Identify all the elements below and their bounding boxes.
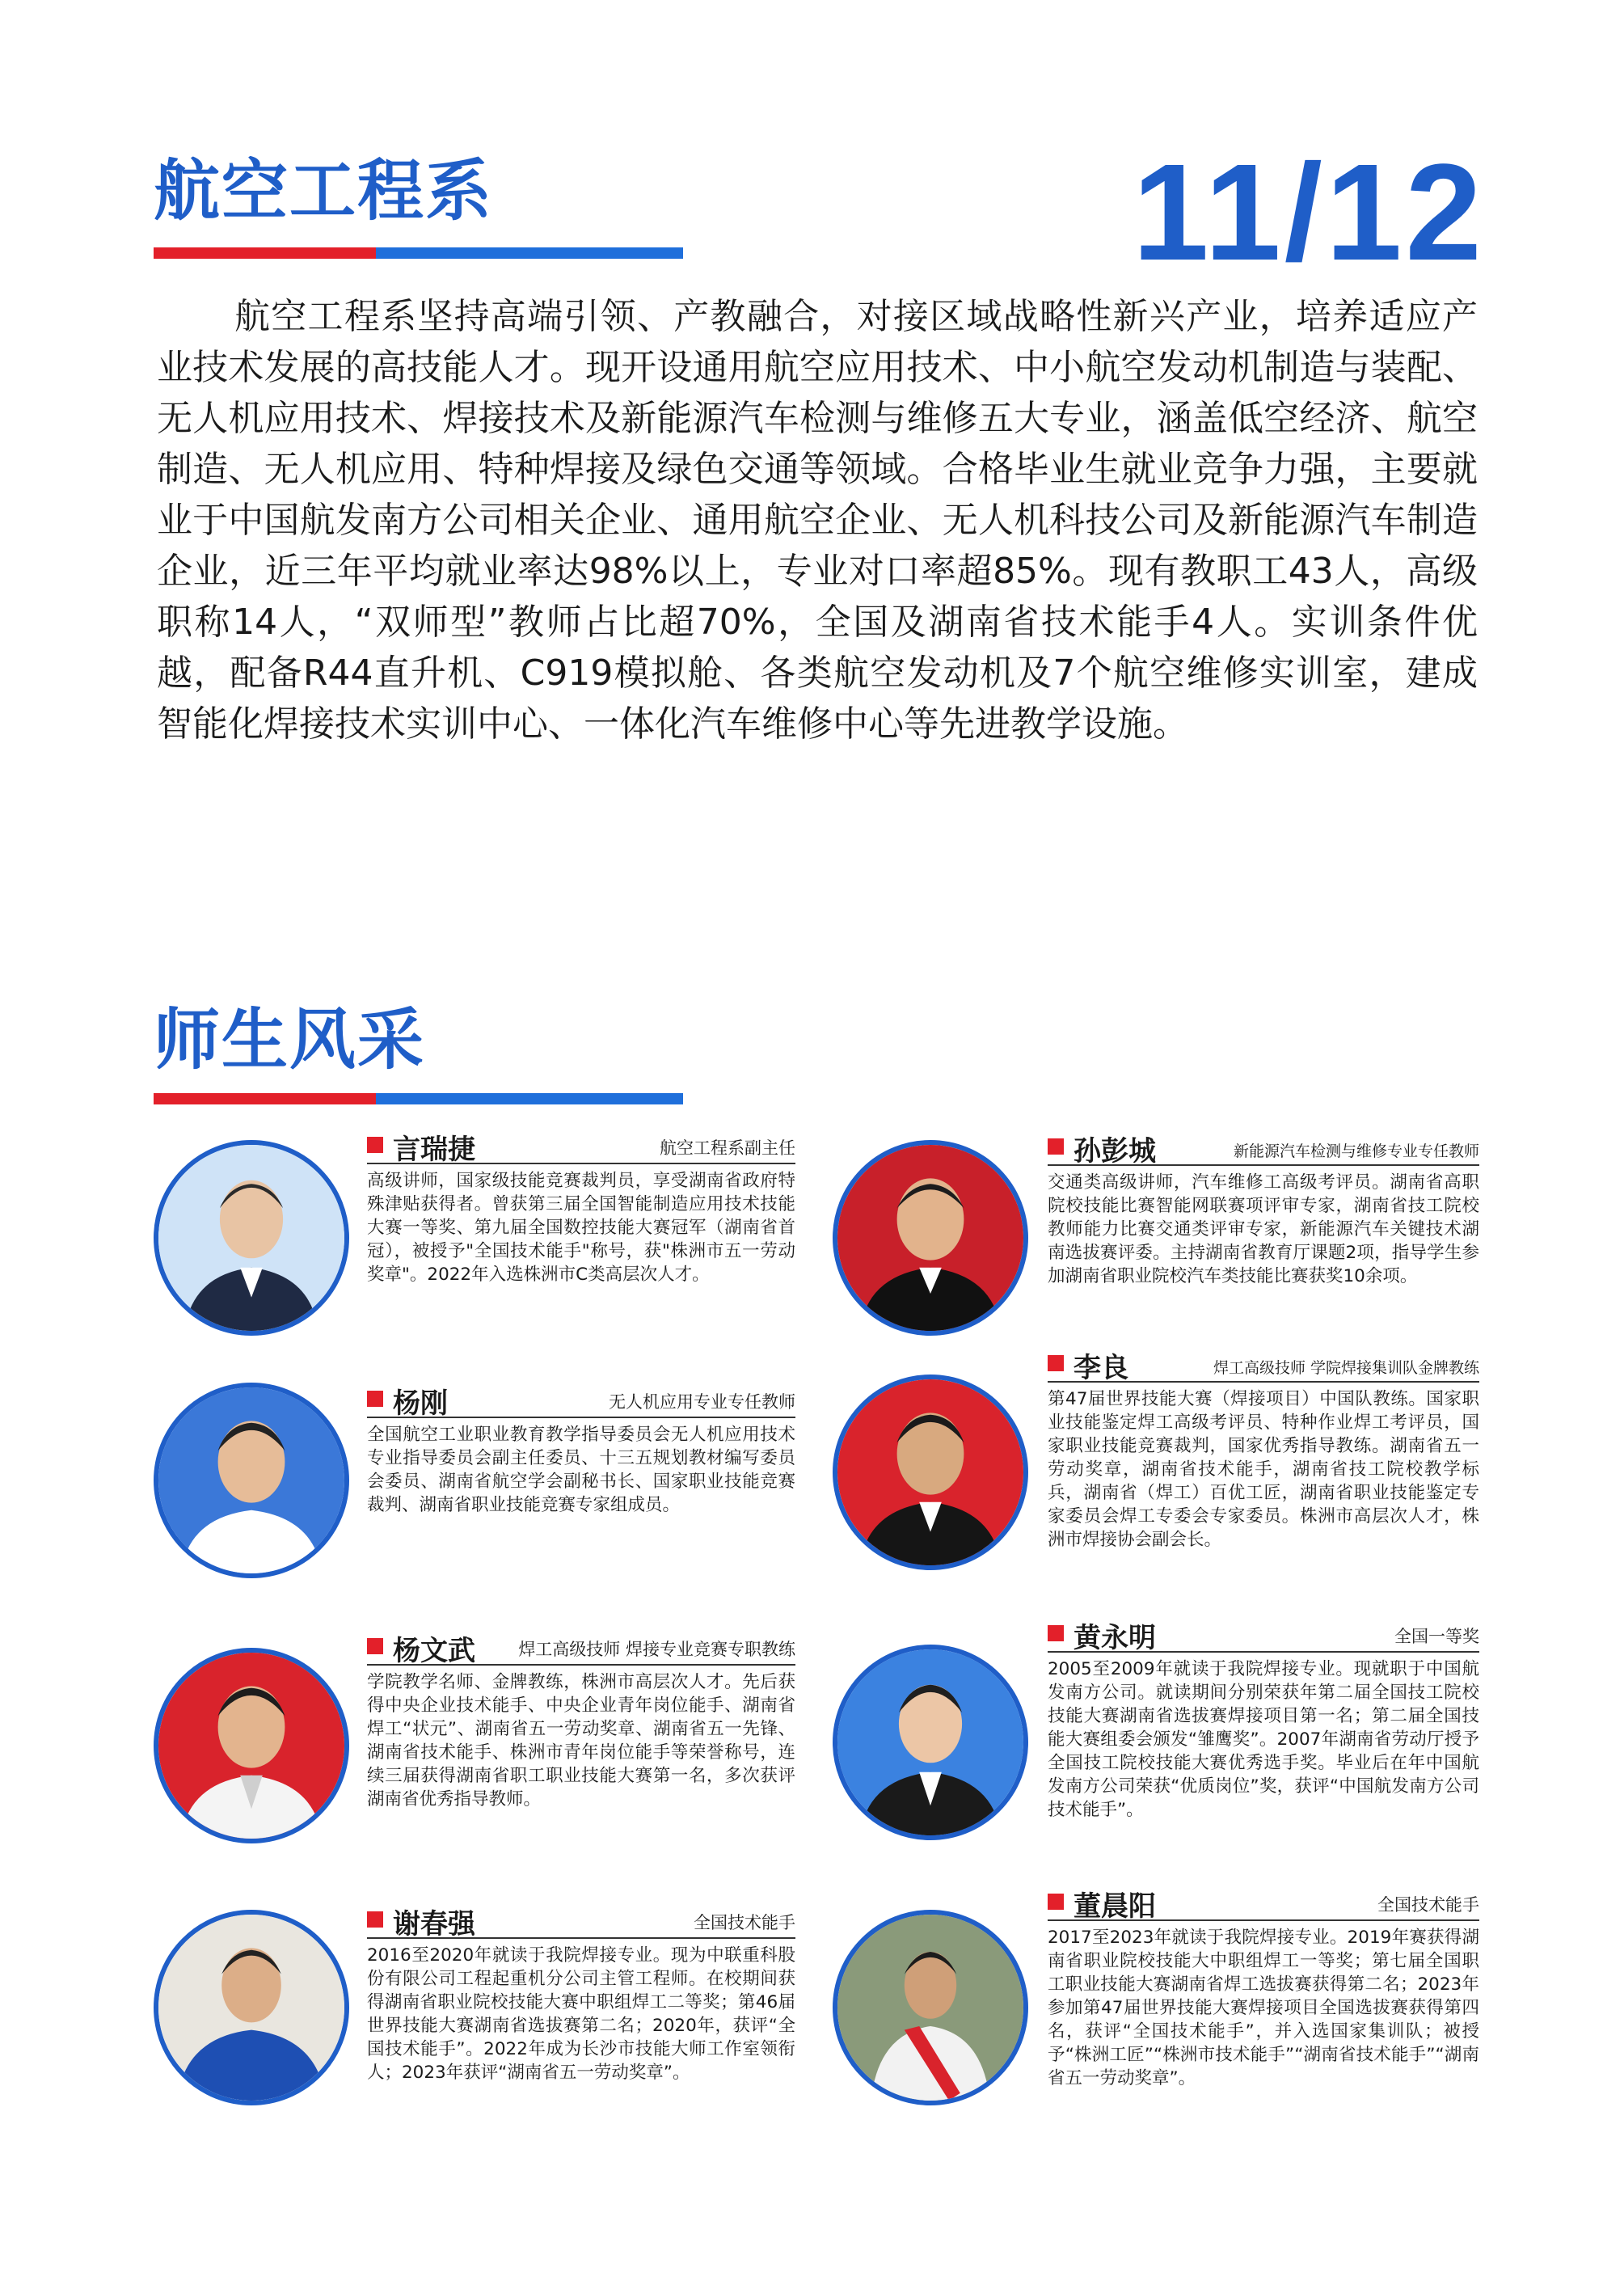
person-role: 焊工高级技师 学院焊接集训队金牌教练 [1213, 1359, 1479, 1377]
section-title: 航空工程系 [154, 153, 494, 230]
profile-card-header [1048, 1347, 1479, 1383]
person-icon [158, 1387, 344, 1573]
profile-card-header [1048, 1617, 1479, 1653]
profile-card-header [367, 1129, 795, 1164]
profiles-title-underline [154, 1093, 683, 1104]
profile-card [367, 1383, 795, 1517]
person-icon [837, 1915, 1023, 2101]
person-bio: 交通类高级讲师，汽车维修工高级考评员。湖南省高职院校技能比赛智能网联赛项评审专家，湖南省技工院校教师能力比赛交通类评审专家，新能源汽车关键技术湖南选拔赛评委。主持湖南省教育厅课题2项，指导学生参加湖南省职业院校汽车类技能比赛获奖10余项。 [1048, 1172, 1479, 1286]
person-bio: 学院教学名师、金牌教练，株洲市高层次人才。先后获得中央企业技术能手、中央企业青年岗位能手、湖南省焊工“状元”、湖南省五一劳动奖章、湖南省五一先锋、湖南省技术能手、株洲市青年岗位能手等荣誉称号，连续三届获得湖南省职工职业技能大赛第一名，多次获评湖南省优秀指导教师。 [367, 1672, 795, 1809]
portrait-photo [833, 1375, 1028, 1570]
person-name: 孙彭城 [1074, 1135, 1156, 1168]
person-icon [837, 1649, 1023, 1835]
person-role: 新能源汽车检测与维修专业专任教师 [1233, 1142, 1479, 1160]
person-role: 焊工高级技师 焊接专业竞赛专职教练 [518, 1640, 795, 1659]
person-role: 航空工程系副主任 [660, 1138, 795, 1158]
profile-card-header [367, 1383, 795, 1418]
person-bio: 2005至2009年就读于我院焊接专业。现就职于中国航发南方公司。就读期间分别荣获年第二届全国技工院校技能大赛湖南省选拔赛焊接项目第一名；第二届全国技能大赛组委会颁发“雏鹰奖”。2007年湖南省劳动厅授予全国技工院校技能大赛优秀选手奖。毕业后在年中国航发南方公司荣获“优质岗位”奖，获评“中国航发南方公司技术能手”。 [1048, 1659, 1479, 1820]
person-icon [837, 1145, 1023, 1331]
profile-card [367, 1630, 795, 1811]
portrait-photo [833, 1910, 1028, 2105]
person-name: 黄永明 [1074, 1622, 1156, 1654]
profile-card [1048, 1617, 1479, 1822]
profile-card [1048, 1347, 1479, 1552]
person-icon [837, 1379, 1023, 1565]
person-name: 言瑞捷 [393, 1134, 475, 1166]
person-name: 杨文武 [393, 1635, 475, 1667]
person-bio: 第47届世界技能大赛（焊接项目）中国队教练。国家职业技能鉴定焊工高级考评员、特种作业焊工考评员，国家职业技能竞赛裁判，国家优秀指导教练。湖南省五一劳动奖章，湖南省技术能手，湖南省技工院校教学标兵，湖南省（焊工）百优工匠，湖南省职业技能鉴定专家委员会焊工专委会专家委员。株洲市高层次人才，株洲市焊接协会副会长。 [1048, 1389, 1479, 1550]
person-bio: 2016至2020年就读于我院焊接专业。现为中联重科股份有限公司工程起重机分公司主管工程师。在校期间获得湖南省职业院校技能大赛中职组焊工二等奖；第46届世界技能大赛湖南省选拔赛第二名；2020年，获评“全国技术能手”。2022年成为长沙市技能大师工作室领衔人；2023年获评“湖南省五一劳动奖章”。 [367, 1945, 795, 2083]
profile-card-header [367, 1903, 795, 1939]
person-role: 全国技术能手 [1377, 1895, 1479, 1915]
portrait-photo [154, 1910, 349, 2105]
red-square-icon [367, 1638, 383, 1654]
title-underline [154, 247, 683, 259]
red-square-icon [367, 1391, 383, 1407]
person-name: 杨刚 [393, 1387, 448, 1420]
person-icon [158, 1915, 344, 2101]
profile-card [1048, 1885, 1479, 2090]
portrait-photo [154, 1648, 349, 1843]
person-bio: 全国航空工业职业教育教学指导委员会无人机应用技术专业指导委员会副主任委员、十三五规划教材编写委员会委员、湖南省航空学会副秘书长、国家职业技能竞赛裁判、湖南省职业技能竞赛专家组成员。 [367, 1425, 795, 1515]
red-square-icon [1048, 1625, 1064, 1641]
person-name: 李良 [1074, 1352, 1128, 1384]
person-name: 谢春强 [393, 1908, 475, 1940]
person-name: 董晨阳 [1074, 1890, 1156, 1923]
red-square-icon [1048, 1894, 1064, 1910]
portrait-photo [833, 1140, 1028, 1336]
person-icon [158, 1145, 344, 1331]
profile-card [1048, 1130, 1479, 1288]
profile-card-header [367, 1630, 795, 1666]
profile-card [367, 1903, 795, 2084]
person-role: 全国技术能手 [694, 1913, 795, 1932]
person-icon [158, 1653, 344, 1839]
intro-paragraph [157, 291, 1478, 750]
intro-text: 航空工程系坚持高端引领、产教融合，对接区域战略性新兴产业，培养适应产业技术发展的高技能人才。现开设通用航空应用技术、中小航空发动机制造与装配、无人机应用技术、焊接技术及新能源汽车检测与维修五大专业，涵盖低空经济、航空制造、无人机应用、特种焊接及绿色交通等领域。合格毕业生就业竞争力强，主要就业于中国航发南方公司相关企业、通用航空企业、无人机科技公司及新能源汽车制造企业，近三年平均就业率达98%以上，专业对口率超85%。现有教职工43人，高级职称14人，“双师型”教师占比超70%，全国及湖南省技术能手4人。实训条件优越，配备R44直升机、C919模拟舱、各类航空发动机及7个航空维修实训室，建成智能化焊接技术实训中心、一体化汽车维修中心等先进教学设施。 [157, 296, 1478, 745]
portrait-photo [154, 1383, 349, 1578]
profile-card-header [1048, 1130, 1479, 1166]
red-square-icon [367, 1137, 383, 1153]
person-bio: 高级讲师，国家级技能竞赛裁判员，享受湖南省政府特殊津贴获得者。曾获第三届全国智能制造应用技术技能大赛一等奖、第九届全国数控技能大赛冠军（湖南省首冠），被授予"全国技术能手"称号，获"株洲市五一劳动奖章"。2022年入选株洲市C类高层次人才。 [367, 1171, 795, 1285]
profile-card [367, 1129, 795, 1286]
portrait-photo [833, 1645, 1028, 1840]
red-square-icon [367, 1911, 383, 1928]
page-number: 11/12 [1132, 136, 1485, 289]
person-role: 无人机应用专业专任教师 [609, 1392, 795, 1412]
person-role: 全国一等奖 [1394, 1627, 1479, 1646]
profiles-section-title: 师生风采 [154, 1002, 426, 1079]
red-square-icon [1048, 1355, 1064, 1371]
red-square-icon [1048, 1138, 1064, 1155]
person-bio: 2017至2023年就读于我院焊接专业。2019年赛获得湖南省职业院校技能大中职组焊工一等奖；第七届全国职工职业技能大赛湖南省焊工选拔赛获得第二名；2023年参加第47届世界技能大赛焊接项目全国选拔赛获得第四名，获评“全国技术能手”，并入选国家集训队；被授予“株洲工匠”“株洲市技术能手”“湖南省技术能手”“湖南省五一劳动奖章”。 [1048, 1928, 1479, 2088]
portrait-photo [154, 1140, 349, 1336]
profile-card-header [1048, 1885, 1479, 1921]
